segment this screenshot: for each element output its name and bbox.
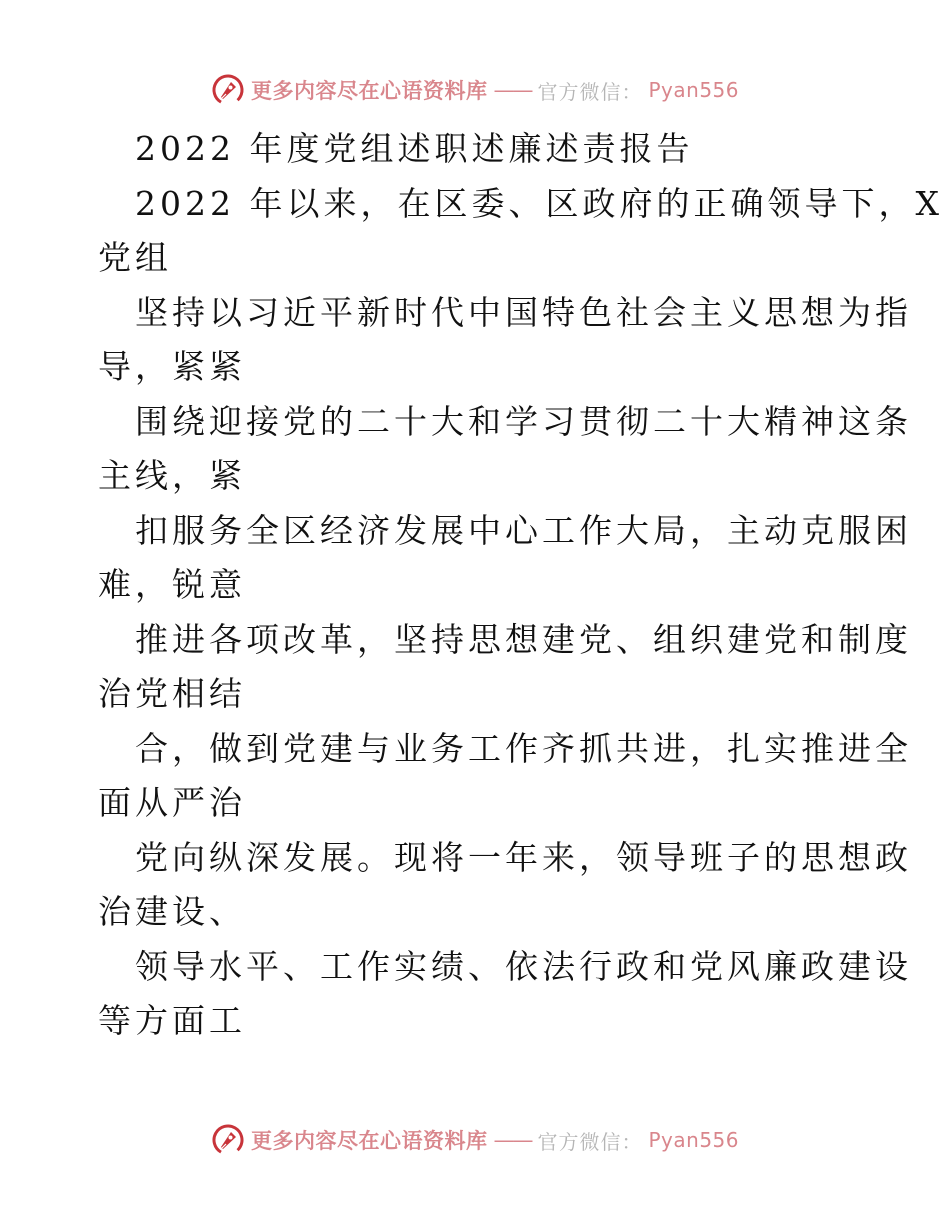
watermark-main-text: 更多内容尽在心语资料库 [250, 79, 488, 103]
watermark-dash: —— [493, 78, 532, 102]
watermark-wechat-label: 官方微信： [537, 79, 643, 104]
doc-line: 等方面工 [98, 1001, 246, 1040]
doc-line: 坚持以习近平新时代中国特色社会主义思想为指 [135, 292, 912, 332]
watermark-main-text: 更多内容尽在心语资料库 [250, 1129, 488, 1153]
doc-line: 难，锐意 [98, 565, 246, 604]
watermark-dash: —— [493, 1128, 532, 1152]
doc-line: 面从严治 [98, 783, 246, 822]
doc-line: 合，做到党建与业务工作齐抓共进，扎实推进全 [135, 728, 912, 768]
doc-line: 推进各项改革，坚持思想建党、组织建党和制度 [135, 619, 912, 659]
document-body [98, 122, 943, 1049]
doc-line: 扣服务全区经济发展中心工作大局，主动克服困 [135, 510, 912, 550]
doc-line: 导，紧紧 [98, 347, 246, 386]
pen-nib-logo-icon [211, 73, 245, 107]
doc-line: 2022 年度党组述职述廉述责报告 [135, 129, 694, 168]
doc-line: 领导水平、工作实绩、依法行政和党风廉政建设 [135, 946, 912, 986]
doc-line: 党组 [98, 238, 172, 277]
watermark-wechat-id: Pyan556 [648, 1128, 739, 1152]
doc-line: 围绕迎接党的二十大和学习贯彻二十大精神这条 [135, 401, 912, 441]
header-watermark [0, 70, 950, 110]
pen-nib-logo-icon [211, 1123, 245, 1157]
watermark-wechat-id: Pyan556 [648, 78, 739, 102]
doc-line: 治党相结 [98, 674, 246, 713]
doc-line: 党向纵深发展。现将一年来，领导班子的思想政 [135, 837, 912, 877]
doc-line: 治建设、 [98, 892, 246, 931]
footer-watermark [0, 1120, 950, 1160]
doc-line: 主线，紧 [98, 456, 246, 495]
watermark-wechat-label: 官方微信： [537, 1129, 643, 1154]
doc-line: 2022 年以来，在区委、区政府的正确领导下，X [135, 183, 943, 223]
